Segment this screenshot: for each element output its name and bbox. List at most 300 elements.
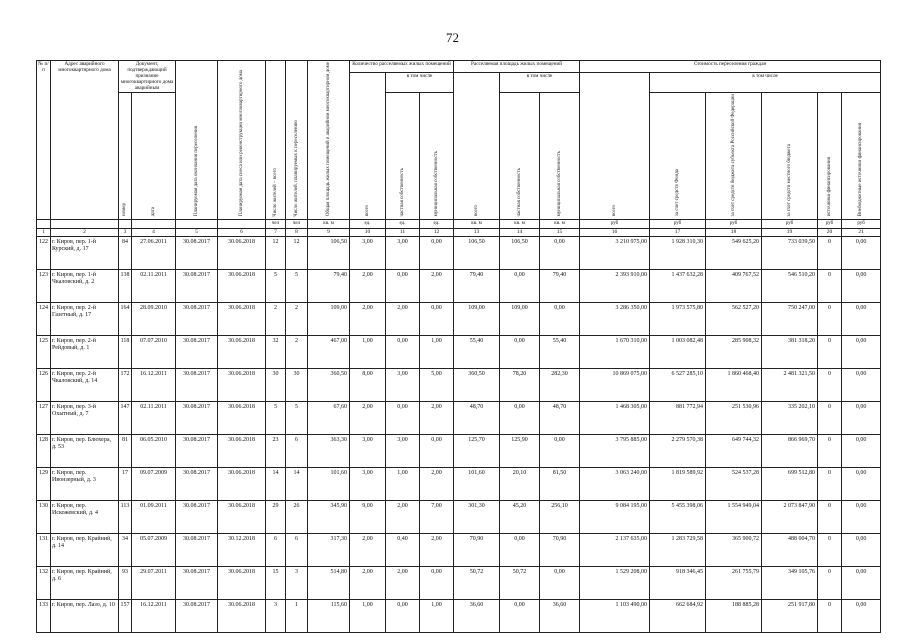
cell-cost-other: 0 [818,567,842,600]
column-number-cell: 11 [386,229,420,237]
unit-cell: руб [650,220,706,229]
header-document: Документ, подтверждающий признание многоквартирного дома аварийным [119,61,176,93]
cell-cost-subj: 261 755,79 [706,567,762,600]
cell-area-total: 360,50 [308,369,350,402]
cell-cost-local: 733 039,50 [762,237,818,270]
cell-cost-other: 0 [818,468,842,501]
cell-cost-extra: 0,00 [842,534,881,567]
unit-cell [176,220,218,229]
cell-rooms-mun: 2,00 [420,270,454,303]
cell-cost-fund: 918 346,45 [650,567,706,600]
cell-rooms-total: 2,00 [350,303,386,336]
cell-rooms-total: 2,00 [350,567,386,600]
header-doc-date: дата [132,92,176,219]
cell-rooms-mun: 5,00 [420,369,454,402]
cell-cost-extra: 0,00 [842,600,881,633]
cell-date: 16.12.2011 [132,600,176,633]
cell-area-total: 514,80 [308,567,350,600]
cell-num: 172 [119,369,132,402]
cell-num: 164 [119,303,132,336]
cell-area-total: 345,90 [308,501,350,534]
cell-cost-local: 750 247,00 [762,303,818,336]
cell-area-sum: 109,00 [454,303,500,336]
cell-res-plan: 1 [286,600,308,633]
header-residents-planned: Число жителей, планируемых к переселению [286,61,308,220]
unit-cell: руб [842,220,881,229]
cell-res-total: 15 [266,567,286,600]
cell-cost-total: 3 063 240,00 [580,468,650,501]
cell-reloc: 30.08.2017 [176,468,218,501]
cell-area-sum: 106,50 [454,237,500,270]
cell-cost-total: 1 103 490,00 [580,600,650,633]
cell-demol: 30.06.2018 [218,270,266,303]
header-rooms-total: всего [350,73,386,220]
cell-area-total: 101,60 [308,468,350,501]
cell-no: 130 [37,501,51,534]
cell-rooms-total: 2,00 [350,402,386,435]
cell-rooms-total: 1,00 [350,600,386,633]
cell-no: 124 [37,303,51,336]
cell-rooms-priv: 3,00 [386,369,420,402]
cell-cost-fund: 662 684,92 [650,600,706,633]
column-number-cell: 5 [176,229,218,237]
cell-date: 02.11.2011 [132,402,176,435]
cell-res-plan: 30 [286,369,308,402]
cell-rooms-priv: 2,00 [386,567,420,600]
cell-demol: 30.06.2018 [218,567,266,600]
cell-cost-extra: 0,00 [842,402,881,435]
cell-res-total: 3 [266,600,286,633]
cell-rooms-priv: 0,00 [386,336,420,369]
cell-rooms-priv: 3,00 [386,435,420,468]
cell-res-total: 5 [266,402,286,435]
cell-area-mun: 79,40 [540,270,580,303]
cell-cost-fund: 1 819 589,92 [650,468,706,501]
cell-cost-other: 0 [818,369,842,402]
header-area-including: в том числе [500,73,580,93]
cell-rooms-total: 8,00 [350,369,386,402]
cell-rooms-mun: 2,00 [420,468,454,501]
cell-res-total: 30 [266,369,286,402]
cell-cost-fund: 881 772,94 [650,402,706,435]
cell-address: г. Киров, пер. Крайний, д. 14 [51,534,119,567]
cell-reloc: 30.08.2017 [176,402,218,435]
column-number-cell: 15 [540,229,580,237]
cell-date: 28.09.2010 [132,303,176,336]
cell-address: г. Киров, пер. Блюхера, д. 53 [51,435,119,468]
cell-cost-fund: 1 973 575,80 [650,303,706,336]
header-cost-other: источники финансирования [818,92,842,219]
header-residents-total: Число жителей – всего [266,61,286,220]
cell-reloc: 30.08.2017 [176,270,218,303]
cell-area-priv: 50,72 [500,567,540,600]
cell-cost-other: 0 [818,270,842,303]
cell-area-priv: 78,20 [500,369,540,402]
column-number-cell: 4 [132,229,176,237]
cell-rooms-total: 3,00 [350,435,386,468]
cell-area-total: 363,30 [308,435,350,468]
cell-cost-local: 381 318,20 [762,336,818,369]
column-number-cell: 7 [266,229,286,237]
cell-rooms-mun: 0,00 [420,303,454,336]
cell-cost-local: 251 917,80 [762,600,818,633]
cell-demol: 30.06.2018 [218,369,266,402]
cell-no: 126 [37,369,51,402]
cell-address: г. Киров, пер. 3-й Охытный, д. 7 [51,402,119,435]
cell-area-mun: 282,30 [540,369,580,402]
cell-address: г. Киров, пер. Искожевский, д. 4 [51,501,119,534]
cell-area-sum: 125,70 [454,435,500,468]
table-row [37,270,881,303]
column-number-cell: 10 [350,229,386,237]
cell-no: 128 [37,435,51,468]
cell-no: 132 [37,567,51,600]
cell-area-priv: 125,90 [500,435,540,468]
header-cost-extra: Внебюджетные источники финансирования [842,92,881,219]
cell-res-total: 2 [266,303,286,336]
cell-date: 05.07.2009 [132,534,176,567]
cell-demol: 30.06.2018 [218,336,266,369]
header-cost-total: всего [580,73,650,220]
unit-cell: чел [286,220,308,229]
cell-res-total: 14 [266,468,286,501]
cell-rooms-priv: 0,40 [386,534,420,567]
cell-rooms-priv: 0,00 [386,270,420,303]
unit-cell [51,220,119,229]
cell-no: 123 [37,270,51,303]
cell-area-mun: 48,70 [540,402,580,435]
cell-num: 113 [119,501,132,534]
cell-cost-extra: 0,00 [842,336,881,369]
header-rooms-including: в том числе [386,73,454,93]
cell-area-priv: 45,20 [500,501,540,534]
cell-rooms-total: 3,00 [350,237,386,270]
header-area-municipal: муниципальная собственность [540,92,580,219]
cell-rooms-mun: 1,00 [420,600,454,633]
table-row [37,435,881,468]
header-doc-number: номер [119,92,132,219]
header-demolition-date: Планируемая дата сноса или реконструкции многоквартирного дома [218,61,266,220]
cell-cost-fund: 6 527 285,10 [650,369,706,402]
cell-num: 93 [119,567,132,600]
cell-date: 16.12.2011 [132,369,176,402]
cell-reloc: 30.08.2017 [176,435,218,468]
cell-cost-extra: 0,00 [842,435,881,468]
cell-res-total: 5 [266,270,286,303]
cell-cost-extra: 0,00 [842,303,881,336]
cell-address: г. Киров, пер. Лазо, д. 10 [51,600,119,633]
cell-cost-subj: 1 860 468,40 [706,369,762,402]
cell-cost-subj: 649 744,32 [706,435,762,468]
cell-address: г. Киров, пер. 1-й Чкаловский, д. 2 [51,270,119,303]
unit-cell: руб [580,220,650,229]
column-number-cell: 14 [500,229,540,237]
cell-cost-local: 866 969,70 [762,435,818,468]
unit-cell: кв. м [454,220,500,229]
cell-res-plan: 2 [286,303,308,336]
cell-rooms-priv: 0,00 [386,600,420,633]
unit-cell: руб [818,220,842,229]
cell-cost-total: 2 393 910,00 [580,270,650,303]
cell-res-total: 6 [266,534,286,567]
cell-rooms-priv: 3,00 [386,237,420,270]
cell-area-mun: 36,60 [540,600,580,633]
cell-area-priv: 0,00 [500,270,540,303]
cell-cost-subj: 365 900,72 [706,534,762,567]
cell-res-total: 32 [266,336,286,369]
cell-no: 133 [37,600,51,633]
cell-date: 09.07.2009 [132,468,176,501]
cell-reloc: 30.08.2017 [176,303,218,336]
cell-cost-total: 3 286 350,00 [580,303,650,336]
cell-cost-local: 488 004,70 [762,534,818,567]
cell-num: 147 [119,402,132,435]
cell-demol: 30.06.2018 [218,501,266,534]
cell-rooms-total: 9,00 [350,501,386,534]
column-number-cell: 17 [650,229,706,237]
cell-cost-other: 0 [818,237,842,270]
header-rooms-group: Количество расселяемых жилых помещений [350,61,454,73]
cell-demol: 30.06.2018 [218,435,266,468]
header-total-area: Общая площадь жилых помещений в аварийном многоквартирном доме [308,61,350,220]
cell-res-plan: 5 [286,270,308,303]
header-relocation-date: Планируемая дата окончания переселения [176,61,218,220]
cell-date: 07.07.2010 [132,336,176,369]
cell-cost-total: 3 210 975,00 [580,237,650,270]
cell-demol: 30.06.2018 [218,600,266,633]
unit-cell: ед. [386,220,420,229]
table-row [37,303,881,336]
cell-cost-extra: 0,00 [842,468,881,501]
cell-cost-subj: 562 527,20 [706,303,762,336]
cell-area-sum: 360,50 [454,369,500,402]
cell-demol: 30.12.2018 [218,534,266,567]
header-cost-group: Стоимость переселения граждан [580,61,881,73]
cell-reloc: 30.08.2017 [176,567,218,600]
header-area-private: частная собственность [500,92,540,219]
cell-cost-local: 2 481 321,50 [762,369,818,402]
cell-address: г. Киров, пер. 2-й Рейдовый, д. 1 [51,336,119,369]
header-cost-fund: за счет средств Фонда [650,92,706,219]
unit-cell [119,220,132,229]
cell-rooms-mun: 1,00 [420,336,454,369]
cell-res-plan: 12 [286,237,308,270]
cell-cost-fund: 5 455 398,06 [650,501,706,534]
cell-rooms-total: 2,00 [350,534,386,567]
cell-reloc: 30.08.2017 [176,534,218,567]
column-number-cell: 19 [762,229,818,237]
cell-area-mun: 0,00 [540,237,580,270]
unit-cell: ед. [420,220,454,229]
cell-cost-extra: 0,00 [842,237,881,270]
column-number-cell: 3 [119,229,132,237]
cell-res-plan: 2 [286,336,308,369]
cell-address: г. Киров, пер. 2-й Газетный, д. 17 [51,303,119,336]
column-number-cell: 12 [420,229,454,237]
cell-area-sum: 36,60 [454,600,500,633]
cell-reloc: 30.08.2017 [176,501,218,534]
header-area-total: всего [454,73,500,220]
cell-cost-local: 349 105,76 [762,567,818,600]
cell-area-mun: 0,00 [540,435,580,468]
cell-res-total: 29 [266,501,286,534]
cell-cost-total: 3 795 885,00 [580,435,650,468]
cell-area-mun: 81,50 [540,468,580,501]
cell-res-plan: 5 [286,402,308,435]
cell-area-mun: 0,00 [540,567,580,600]
cell-area-total: 79,40 [308,270,350,303]
cell-address: г. Киров, пер. Крайний, д. 6 [51,567,119,600]
cell-reloc: 30.08.2017 [176,600,218,633]
table-row [37,237,881,270]
unit-cell: чел [266,220,286,229]
cell-area-mun: 55,40 [540,336,580,369]
cell-area-priv: 20,10 [500,468,540,501]
cell-cost-other: 0 [818,501,842,534]
cell-rooms-mun: 2,00 [420,534,454,567]
units-row [37,220,881,229]
cell-num: 81 [119,435,132,468]
cell-area-mun: 0,00 [540,303,580,336]
unit-cell: руб [706,220,762,229]
cell-area-sum: 50,72 [454,567,500,600]
column-number-cell: 8 [286,229,308,237]
header-cost-local: за счет средств местного бюджета [762,92,818,219]
cell-cost-fund: 1 283 729,58 [650,534,706,567]
cell-res-plan: 14 [286,468,308,501]
cell-address: г. Киров, пер. Ивонзерный, д. 3 [51,468,119,501]
header-address: Адрес аварийного многоквартирного дома [51,61,119,220]
header-rooms-municipal: муниципальная собственность [420,92,454,219]
cell-rooms-mun: 0,00 [420,435,454,468]
cell-cost-other: 0 [818,336,842,369]
cell-cost-fund: 1 437 632,28 [650,270,706,303]
unit-cell [132,220,176,229]
cell-cost-total: 1 468 305,00 [580,402,650,435]
column-number-cell: 16 [580,229,650,237]
table-row [37,501,881,534]
cell-cost-subj: 524 537,28 [706,468,762,501]
cell-area-sum: 48,70 [454,402,500,435]
cell-cost-total: 1 670 310,00 [580,336,650,369]
cell-cost-other: 0 [818,402,842,435]
cell-rooms-mun: 0,00 [420,237,454,270]
cell-reloc: 30.08.2017 [176,369,218,402]
cell-area-total: 67,60 [308,402,350,435]
header-cost-including: в том числе [650,73,881,93]
cell-area-priv: 0,00 [500,600,540,633]
cell-date: 29.07.2011 [132,567,176,600]
cell-demol: 30.06.2018 [218,468,266,501]
cell-rooms-priv: 2,00 [386,501,420,534]
cell-date: 27.06.2011 [132,237,176,270]
cell-cost-fund: 1 928 310,30 [650,237,706,270]
cell-demol: 30.06.2018 [218,237,266,270]
cell-num: 34 [119,534,132,567]
column-number-cell: 6 [218,229,266,237]
cell-cost-extra: 0,00 [842,270,881,303]
cell-date: 01.09.2011 [132,501,176,534]
header-rooms-private: частная собственность [386,92,420,219]
table-row [37,567,881,600]
cell-num: 118 [119,336,132,369]
cell-cost-subj: 251 530,96 [706,402,762,435]
unit-cell [218,220,266,229]
column-number-cell: 9 [308,229,350,237]
table-body [37,237,881,633]
cell-cost-total: 9 084 195,00 [580,501,650,534]
cell-reloc: 30.08.2017 [176,237,218,270]
cell-no: 129 [37,468,51,501]
cell-cost-extra: 0,00 [842,567,881,600]
cell-no: 131 [37,534,51,567]
cell-cost-subj: 1 554 949,04 [706,501,762,534]
column-number-cell: 1 [37,229,51,237]
cell-cost-total: 2 137 635,00 [580,534,650,567]
unit-cell [37,220,51,229]
cell-no: 127 [37,402,51,435]
column-number-cell: 13 [454,229,500,237]
cell-res-plan: 26 [286,501,308,534]
cell-cost-local: 546 510,20 [762,270,818,303]
cell-area-sum: 55,40 [454,336,500,369]
unit-cell: кв. м [308,220,350,229]
cell-res-total: 12 [266,237,286,270]
cell-date: 02.11.2011 [132,270,176,303]
cell-area-sum: 79,40 [454,270,500,303]
cell-area-total: 106,50 [308,237,350,270]
cell-address: г. Киров, пер. 2-й Чкаловский, д. 14 [51,369,119,402]
cell-area-total: 467,00 [308,336,350,369]
cell-no: 125 [37,336,51,369]
cell-cost-local: 699 512,80 [762,468,818,501]
relocation-table [36,60,881,633]
table-row [37,336,881,369]
cell-address: г. Киров, пер. 1-й Курский, д. 17 [51,237,119,270]
unit-cell: кв. м [500,220,540,229]
cell-cost-total: 1 529 208,00 [580,567,650,600]
cell-area-mun: 256,10 [540,501,580,534]
cell-area-sum: 70,90 [454,534,500,567]
table-row [37,369,881,402]
cell-cost-other: 0 [818,534,842,567]
cell-area-total: 317,30 [308,534,350,567]
cell-cost-extra: 0,00 [842,501,881,534]
table-row [37,468,881,501]
column-number-cell: 2 [51,229,119,237]
cell-cost-other: 0 [818,435,842,468]
cell-res-plan: 6 [286,435,308,468]
table-row [37,402,881,435]
cell-area-priv: 0,00 [500,534,540,567]
cell-demol: 30.06.2018 [218,303,266,336]
cell-area-total: 115,60 [308,600,350,633]
cell-date: 06.05.2010 [132,435,176,468]
unit-cell: кв. м [540,220,580,229]
cell-cost-extra: 0,00 [842,369,881,402]
cell-cost-fund: 1 003 082,48 [650,336,706,369]
cell-cost-fund: 2 279 570,38 [650,435,706,468]
cell-cost-total: 10 869 075,00 [580,369,650,402]
cell-rooms-total: 2,00 [350,270,386,303]
cell-cost-subj: 409 767,52 [706,270,762,303]
cell-area-sum: 101,60 [454,468,500,501]
column-number-cell: 20 [818,229,842,237]
cell-res-total: 23 [266,435,286,468]
cell-rooms-total: 3,00 [350,468,386,501]
cell-num: 84 [119,237,132,270]
cell-area-total: 109,00 [308,303,350,336]
